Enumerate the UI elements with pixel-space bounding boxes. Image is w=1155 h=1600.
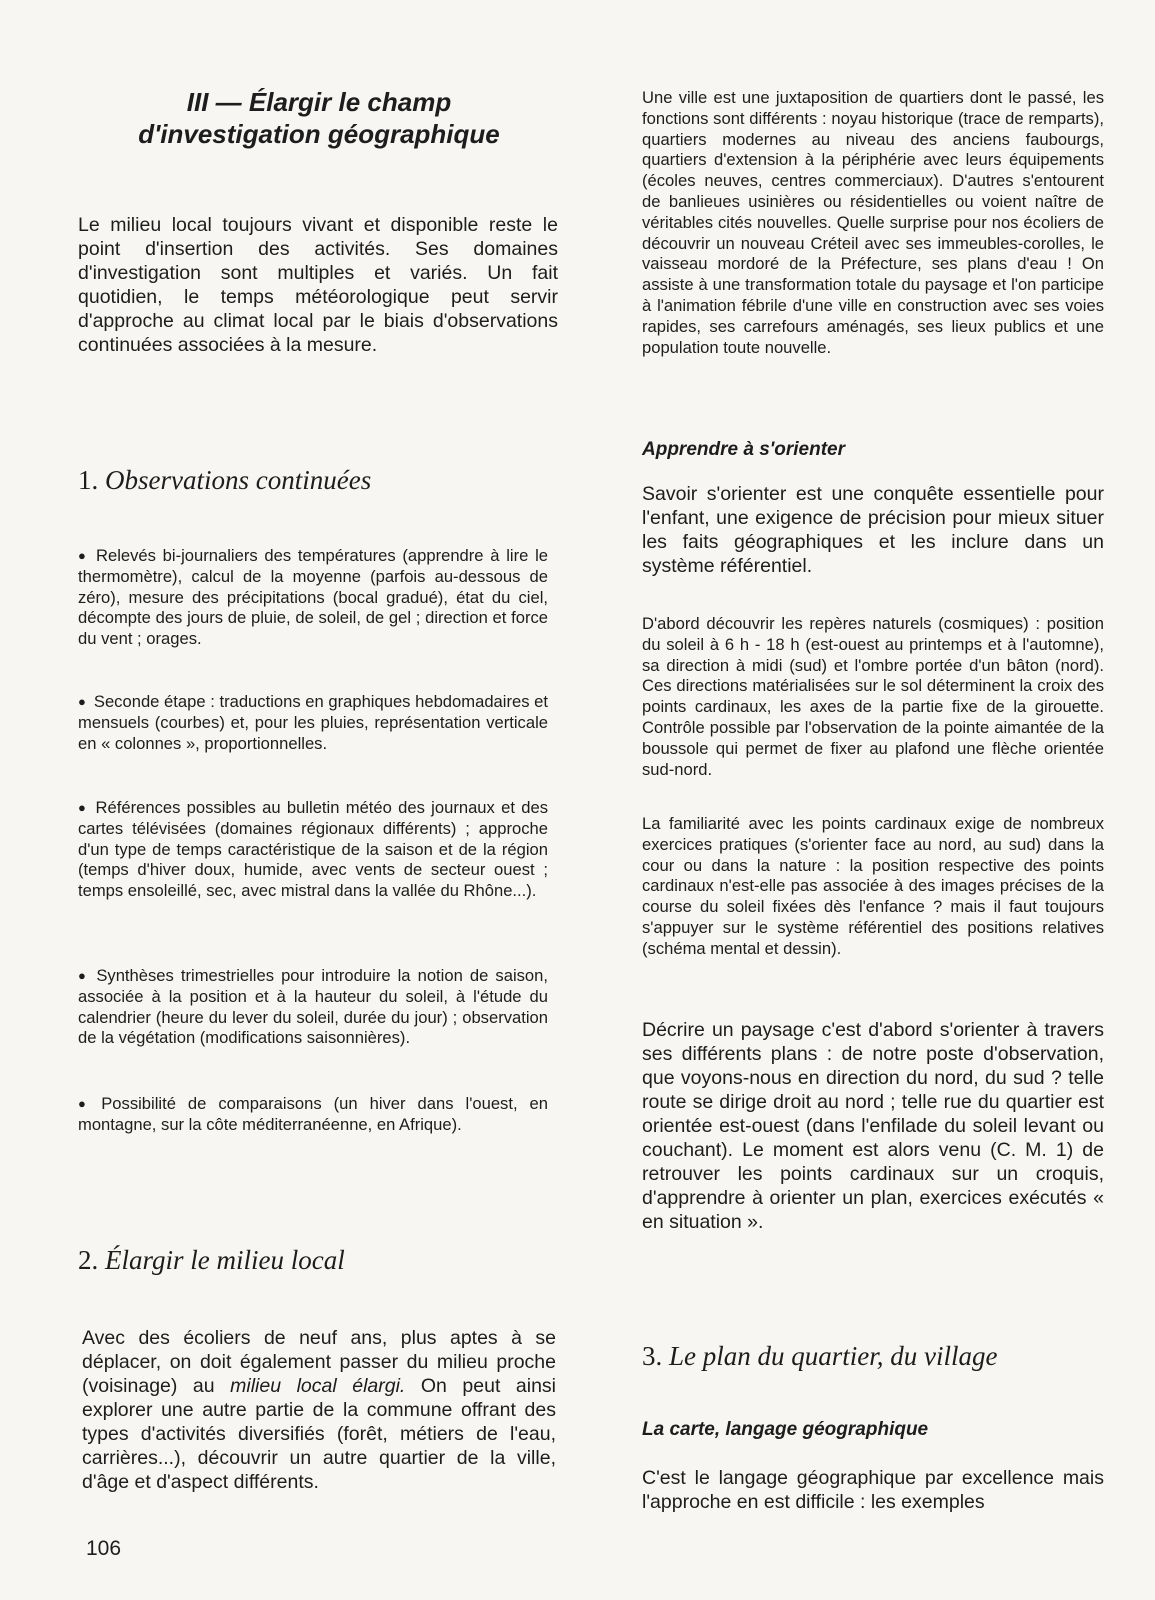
ville-paragraph: Une ville est une juxtaposition de quartiers dont le passé, les fonctions sont différents : noyau historique (trace de remparts), quartiers modernes au niveau des anciens faubourgs, quartiers d'extension à la périphérie avec leurs équipements (écoles neuves, centres commerciaux). D'autres s'entourent de banlieues usinières ou résidentielles ou voient naître de véritables cités nouvelles. Quelle surprise pour nos écoliers de découvrir un nouveau Créteil avec ses immeubles-corolles, le vaisseau mordoré de la Préfecture, ses plans d'eau ! On assiste à une transformation totale du paysage et l'on participe à l'animation fébrile d'une ville en construction avec ses voies rapides, ses carrefours aménagés, ses lieux publics et une population toute nouvelle. xyxy=(642,88,1104,357)
section3-subtitle: La carte, langage géographique xyxy=(642,1419,929,1440)
orienter-heading: Apprendre à s'orienter xyxy=(642,439,846,460)
section2-title xyxy=(78,1244,345,1276)
chapter-heading-line2: d'investigation géographique xyxy=(138,119,500,149)
bullet-item: ● Synthèses trimestrielles pour introduire la notion de saison, associée à la position et à la hauteur du soleil, à l'étude du calendrier (heure du lever du soleil, durée du jour) ; observation de la végétation (modifications saisonnières). xyxy=(78,966,548,1049)
section2-number: 2. xyxy=(78,1245,99,1275)
section3-title xyxy=(642,1340,997,1372)
bullet-item: ● Possibilité de comparaisons (un hiver dans l'ouest, en montagne, sur la côte méditerranéenne, en Afrique). xyxy=(78,1094,548,1136)
section2-text-after: On peut ainsi explorer une autre partie de la commune offrant des types d'activités diversifiés (forêt, métiers de l'eau, carrières...), découvrir un autre quartier de la ville, d'âge et d'aspect différents. xyxy=(82,1375,557,1493)
bullet-item: ● Références possibles au bulletin météo des journaux et des cartes télévisées (domaines régionaux différents) ; approche d'un type de temps caractéristique de la saison et de la région (temps d'hiver doux, humide, avec vents de secteur ouest ; temps ensoleillé, sec, avec mistral dans la vallée du Rhône...). xyxy=(78,798,548,902)
chapter-heading xyxy=(78,86,560,150)
section2-paragraph xyxy=(82,1326,556,1494)
chapter-heading-line1: III — Élargir le champ xyxy=(186,87,452,117)
section1-title-text: Observations continuées xyxy=(105,465,372,495)
section2-text-italic: milieu local élargi. xyxy=(230,1375,406,1397)
orienter-paragraph-3: La familiarité avec les points cardinaux exige de nombreux exercices pratiques (s'orienter face au nord, au sud) dans la cour ou dans la nature : la position respective des points cardinaux n'est-elle pas associée à des images précises de la course du soleil fixées dès l'enfance ? mais il faut toujours s'appuyer sur le système référentiel des positions relatives (schéma mental et dessin). xyxy=(642,814,1104,958)
section3-title-text: Le plan du quartier, du village xyxy=(669,1341,998,1371)
bullet-item: ● Seconde étape : traductions en graphiques hebdomadaires et mensuels (courbes) et, pour les pluies, représentation verticale en « colonnes », proportionnelles. xyxy=(78,692,548,754)
orienter-paragraph-4: Décrire un paysage c'est d'abord s'orienter à travers ses différents plans : de notre poste d'observation, que voyons-nous en direction du nord, du sud ? telle route se dirige droit au nord ; telle rue du quartier est orientée est-ouest (dans l'enfilade du soleil levant ou couchant). Le moment est alors venu (C. M. 1) de retrouver les points cardinaux sur un croquis, d'apprendre à orienter un plan, exercices exécutés « en situation ». xyxy=(642,1019,1104,1233)
intro-paragraph: Le milieu local toujours vivant et disponible reste le point d'insertion des activités. Ses domaines d'investigation sont multiples et variés. Un fait quotidien, le temps météorologique peut servir d'approche au climat local par le biais d'observations continuées associées à la mesure. xyxy=(78,214,558,356)
orienter-paragraph-1: Savoir s'orienter est une conquête essentielle pour l'enfant, une exigence de précision pour mieux situer les faits géographiques et les inclure dans un système référentiel. xyxy=(642,483,1104,577)
section1-number: 1. xyxy=(78,465,99,495)
section3-paragraph: C'est le langage géographique par excellence mais l'approche en est difficile : les exemples xyxy=(642,1467,1104,1513)
section2-text-before: Avec des écoliers de neuf ans, plus aptes à se déplacer, on doit également passer du milieu proche (voisinage) au xyxy=(82,1327,556,1397)
section3-number: 3. xyxy=(642,1341,663,1371)
page-number: 106 xyxy=(86,1537,122,1560)
bullet-item: ● Relevés bi-journaliers des températures (apprendre à lire le thermomètre), calcul de la moyenne (parfois au-dessous de zéro), mesure des précipitations (bocal gradué), état du ciel, décompte des jours de pluie, de soleil, de gel ; direction et force du vent ; orages. xyxy=(78,546,548,650)
section2-title-text: Élargir le milieu local xyxy=(105,1245,345,1275)
section1-title xyxy=(78,464,371,496)
orienter-paragraph-2: D'abord découvrir les repères naturels (cosmiques) : position du soleil à 6 h - 18 h (est-ouest au printemps et à l'automne), sa direction à midi (sud) et l'ombre portée d'un bâton (nord). Ces directions matérialisées sur le sol déterminent la croix des points cardinaux, les axes de la partie fixe de la girouette. Contrôle possible par l'observation de la pointe aimantée de la boussole qui permet de fixer au plafond une flèche orientée sud-nord. xyxy=(642,614,1104,779)
